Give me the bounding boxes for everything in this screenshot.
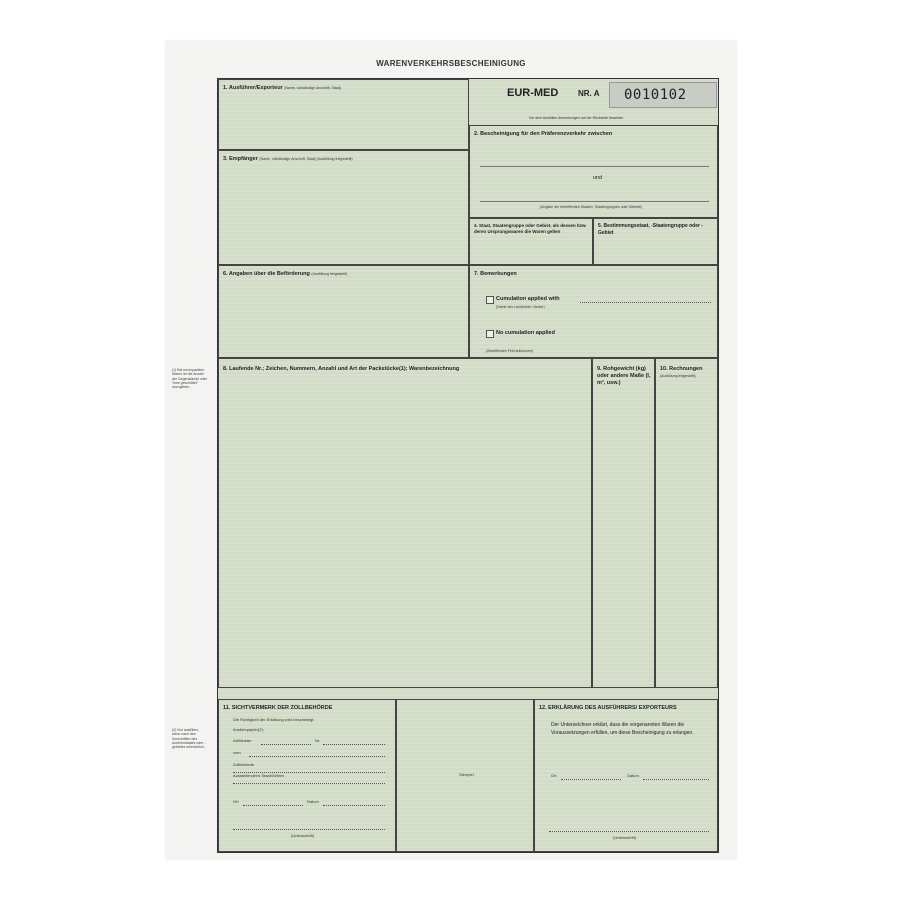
nr-label: NR. A (578, 89, 600, 98)
eur-med-form (217, 78, 719, 853)
field-9-gross-weight[interactable] (592, 358, 655, 688)
field-1-label: 1. Ausführer/Exporteur (223, 85, 283, 91)
document-sheet (166, 41, 736, 859)
field-6-label: 6. Angaben über die Beförderung (223, 271, 310, 277)
field-11-datum-label: Datum (307, 799, 319, 804)
field-11-datum-line[interactable] (323, 805, 385, 806)
field-11-staat-label: Ausstellender/s Staat/Gebiet (233, 773, 284, 778)
field-3-label: 3. Empfänger (223, 156, 258, 162)
field-11-line2: Ausfuhrpapier(2): (233, 727, 264, 732)
field-3-consignee[interactable] (218, 150, 469, 265)
cumulation-applied-checkbox[interactable] (486, 296, 494, 304)
field-4-origin[interactable] (469, 218, 593, 265)
field-11-vom-label: vom (233, 750, 241, 755)
field-7-footer: (Zutreffendes Feld ankreuzen) (486, 349, 534, 353)
field-11-vom-line[interactable] (249, 756, 385, 757)
field-10-invoices[interactable] (655, 358, 718, 688)
no-cumulation-checkbox[interactable] (486, 330, 494, 338)
header-note: Vor dem Ausfüllen Anmerkungen auf der Rückseite beachten (529, 116, 624, 120)
field-10-hint: (Ausfüllung freigestellt) (660, 374, 696, 378)
field-11-art-label: Art/Muster (233, 738, 252, 743)
stamp-label: Stempel (459, 772, 474, 777)
field-12-exporter-declaration (534, 699, 718, 852)
document-title: WARENVERKEHRSBESCHEINIGUNG (376, 59, 526, 68)
margin-note-1: (1) Bei unverpackten Waren ist die Anzahl der Gegenstände oder "lose geschüttet" anzugeben. (172, 368, 208, 390)
field-12-label: 12. ERKLÄRUNG DES AUSFÜHRERS/ EXPORTEURS (539, 705, 677, 711)
field-5-destination[interactable] (593, 218, 718, 265)
field-2-line-2 (480, 201, 709, 202)
serial-number: 0010102 (624, 87, 687, 103)
field-1-hint: (Name, vollständige Anschrift, Staat) (284, 86, 341, 90)
field-3-hint: (Name, vollständige Anschrift, Staat) (Ausfüllung freigestellt) (259, 157, 353, 161)
cumulation-applied-line (580, 302, 711, 303)
field-6-hint: (Ausfüllung freigestellt) (311, 272, 348, 276)
field-7-remarks (469, 265, 718, 358)
field-9-label: 9. Rohgewicht (kg) oder andere Maße (l, m³, usw.) (597, 366, 651, 386)
field-2-hint: (Angabe der betreffenden Staaten, Staatengruppen oder Gebiete) (540, 205, 643, 209)
field-2-label: 2. Bescheinigung für den Präferenzverkehr zwischen (474, 131, 613, 137)
field-12-ort-label: Ort (551, 773, 557, 778)
field-12-text: Der Unterzeichner erklärt, dass die vorgenannten Waren die Voraussetzungen erfüllen, um diese Bescheinigung zu erlangen. (551, 722, 694, 736)
field-7-label: 7. Bemerkungen (474, 271, 517, 277)
field-11-zoll-label: Zollbehörde (233, 762, 255, 767)
field-12-datum-label: Datum (627, 773, 639, 778)
cumulation-applied-hint: (Name des Landes/der Länder) (496, 305, 545, 309)
field-11-line1: Die Richtigkeit der Erklärung wird bescheinigt (233, 717, 314, 722)
field-8-label: 8. Laufende Nr.; Zeichen, Nummern, Anzahl und Art der Packstücke(1); Warenbezeichnung (223, 366, 460, 372)
field-11-ort-line[interactable] (243, 805, 303, 806)
field-8-goods-description[interactable] (218, 358, 592, 688)
field-2-line-1 (480, 166, 709, 167)
field-11-nr-label: Nr. (315, 738, 321, 743)
field-2-and: und (593, 175, 603, 181)
stamp-area (396, 699, 534, 852)
no-cumulation-label: No cumulation applied (496, 330, 555, 336)
field-11-art-line[interactable] (261, 744, 311, 745)
field-12-ort-line[interactable] (561, 779, 621, 780)
serial-number-box (609, 82, 717, 108)
margin-note-2: (2) Nur ausfüllen, wenn nach den Vorschriften des Ausfuhrstaates oder -gebietes erforderlich. (172, 728, 206, 750)
form-header (469, 79, 718, 125)
field-11-label: 11. SICHTVERMERK DER ZOLLBEHÖRDE (223, 705, 333, 711)
field-1-exporter[interactable] (218, 79, 469, 150)
field-11-signature-line[interactable] (233, 829, 385, 830)
field-10-label: 10. Rechnungen (660, 366, 703, 372)
field-12-signature-line[interactable] (549, 831, 709, 832)
field-11-customs-endorsement (218, 699, 396, 852)
field-11-signature-label: (Unterschrift) (291, 833, 315, 838)
field-12-signature-label: (Unterschrift) (613, 835, 637, 840)
field-11-ort-label: Ort (233, 799, 239, 804)
field-6-transport[interactable] (218, 265, 469, 358)
field-11-nr-line[interactable] (323, 744, 385, 745)
cumulation-applied-label: Cumulation applied with (496, 296, 560, 302)
field-12-datum-line[interactable] (643, 779, 709, 780)
form-name: EUR-MED (507, 87, 559, 99)
field-5-label: 5. Bestimmungsstaat, -Staatengruppe oder -Gebiet (598, 223, 704, 236)
field-2-preference[interactable] (469, 125, 718, 218)
field-11-staat-line[interactable] (233, 783, 385, 784)
field-4-label: 4. Staat, Staatengruppe oder Gebiet, als dessen bzw. deren Ursprungswaren die Waren gelten (474, 223, 587, 234)
